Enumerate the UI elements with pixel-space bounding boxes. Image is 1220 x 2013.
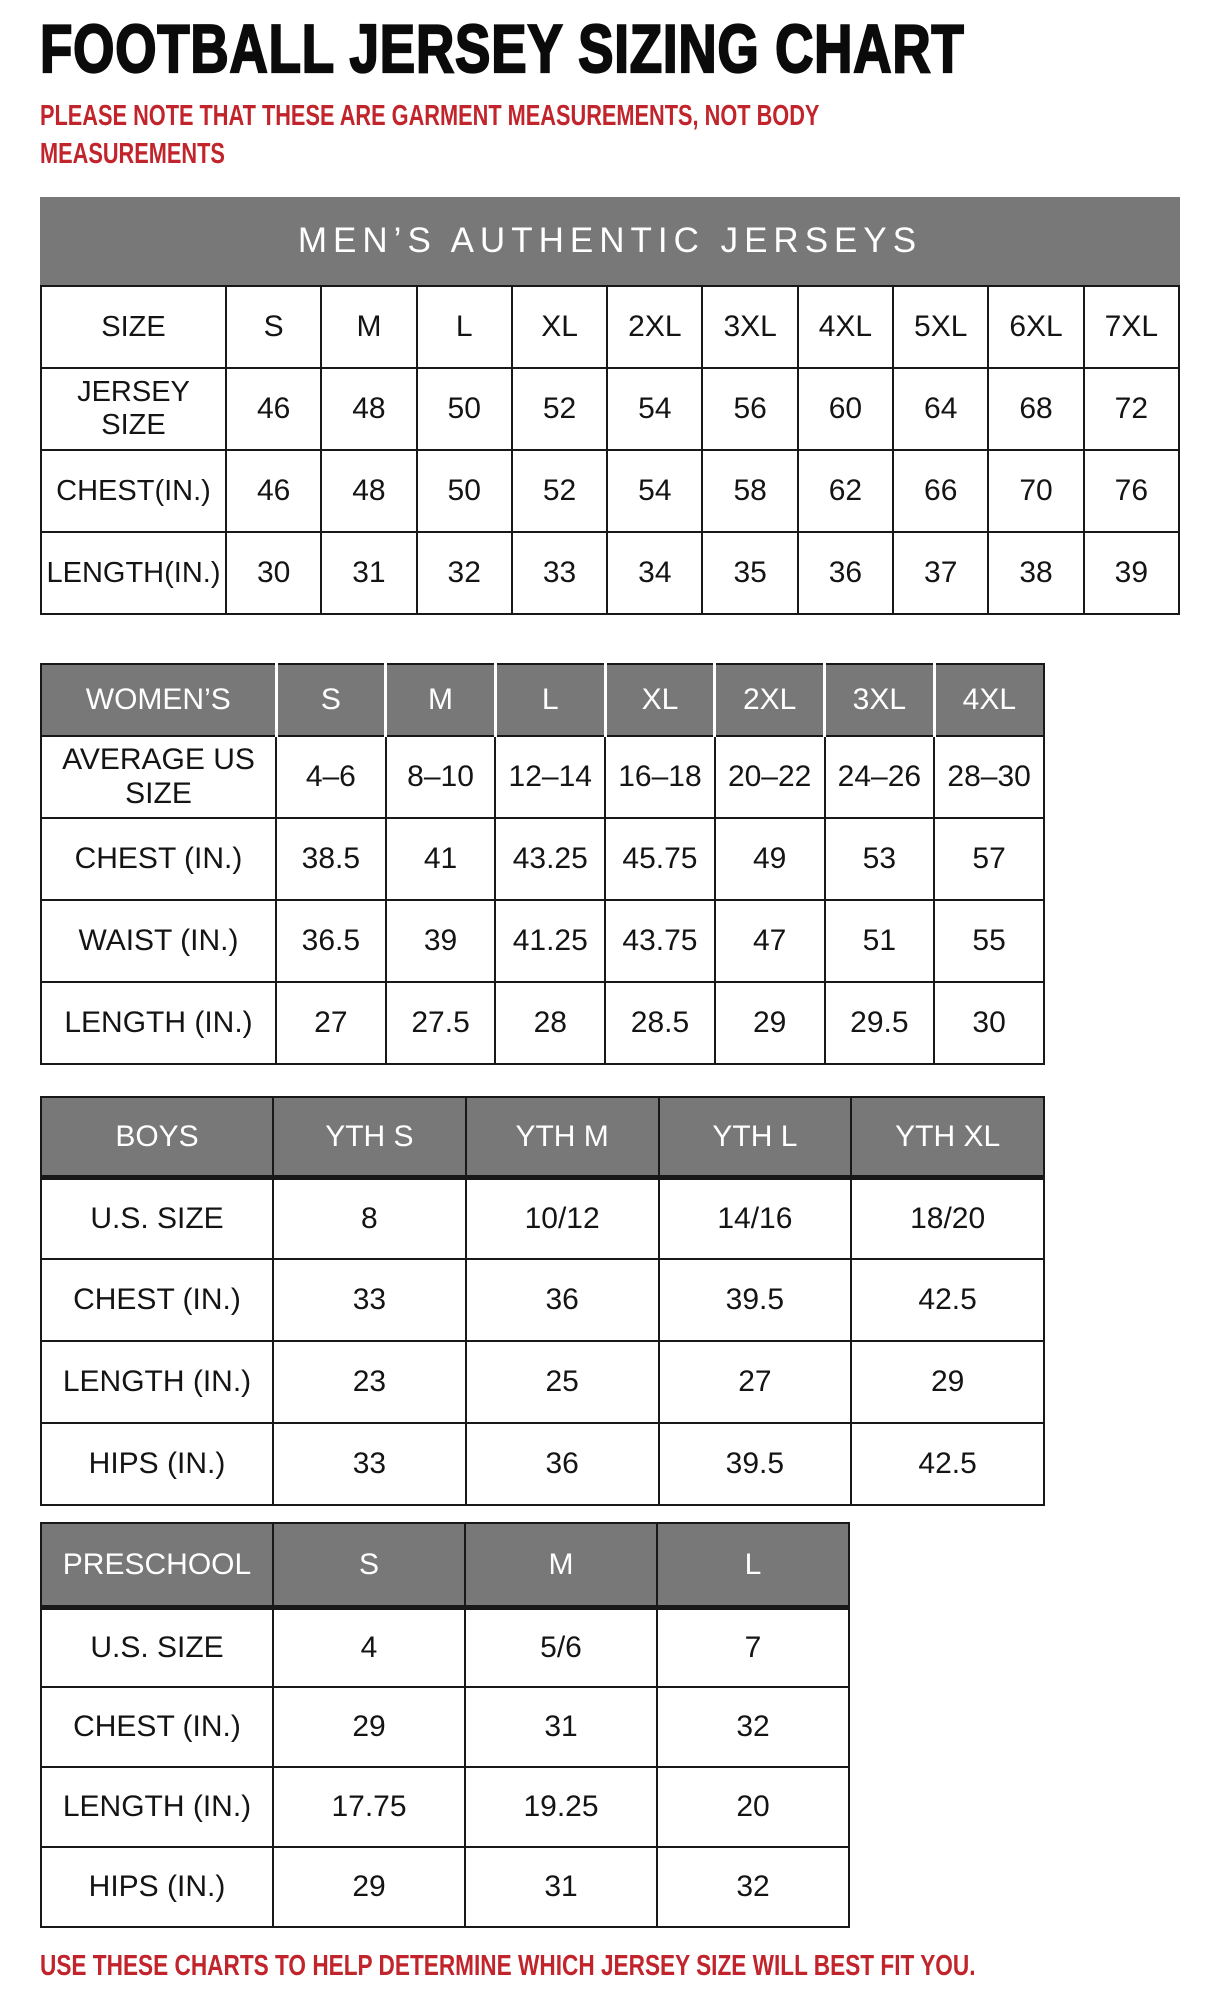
data-row — [41, 368, 1179, 450]
footer-note: USE THESE CHARTS TO HELP DETERMINE WHICH JERSEY SIZE WILL BEST FIT YOU. — [40, 1950, 976, 1983]
column-header: M — [386, 664, 496, 736]
column-header: S — [276, 664, 386, 736]
data-row — [41, 1423, 1044, 1505]
header-row — [41, 1097, 1044, 1177]
row-label: LENGTH (IN.) — [41, 982, 276, 1064]
table-cell: 47 — [715, 900, 825, 982]
table-cell: 41.25 — [495, 900, 605, 982]
table-cell: 35 — [702, 532, 797, 614]
table-cell: 37 — [893, 532, 988, 614]
table-cell: 50 — [417, 368, 512, 450]
data-row — [41, 1767, 849, 1847]
column-header: L — [495, 664, 605, 736]
table-cell: 39 — [1084, 532, 1179, 614]
garment-measurements-note — [40, 97, 925, 174]
table-cell: 72 — [1084, 368, 1179, 450]
header-row — [41, 1523, 849, 1607]
table-cell: 4–6 — [276, 736, 386, 818]
table-cell: 2XL — [607, 286, 702, 368]
table-cell: 53 — [825, 818, 935, 900]
note-line-1: PLEASE NOTE THAT THESE ARE GARMENT MEASUREMENTS, NOT BODY — [40, 99, 820, 132]
mens-table-section — [40, 197, 1220, 615]
data-row — [41, 1341, 1044, 1423]
table-cell: 31 — [465, 1687, 657, 1767]
table-cell: 32 — [657, 1847, 849, 1927]
table-cell: 23 — [273, 1341, 466, 1423]
data-row — [41, 1687, 849, 1767]
table-title-cell: PRESCHOOL — [41, 1523, 273, 1607]
table-cell: 28 — [495, 982, 605, 1064]
page-title: FOOTBALL JERSEY SIZING CHART — [40, 11, 965, 87]
row-label: HIPS (IN.) — [41, 1847, 273, 1927]
table-cell: 32 — [417, 532, 512, 614]
column-header: 4XL — [934, 664, 1044, 736]
table-cell: 29 — [273, 1687, 465, 1767]
row-label: CHEST (IN.) — [41, 818, 276, 900]
data-row — [41, 450, 1179, 532]
table-cell: 38 — [988, 532, 1083, 614]
table-cell: 16–18 — [605, 736, 715, 818]
table-cell: 6XL — [988, 286, 1083, 368]
table-cell: 29 — [851, 1341, 1044, 1423]
table-cell: 33 — [273, 1423, 466, 1505]
table-cell: 5XL — [893, 286, 988, 368]
preschool-sizing-table — [40, 1522, 850, 1928]
table-cell: 14/16 — [659, 1177, 852, 1259]
data-row — [41, 1847, 849, 1927]
row-label: WAIST (IN.) — [41, 900, 276, 982]
table-cell: 60 — [798, 368, 893, 450]
data-row — [41, 532, 1179, 614]
table-cell: 30 — [226, 532, 321, 614]
table-cell: 12–14 — [495, 736, 605, 818]
table-cell: 20 — [657, 1767, 849, 1847]
table-cell: 34 — [607, 532, 702, 614]
table-cell: 33 — [512, 532, 607, 614]
row-label: U.S. SIZE — [41, 1607, 273, 1687]
table-cell: 43.25 — [495, 818, 605, 900]
table-cell: 64 — [893, 368, 988, 450]
column-header: XL — [605, 664, 715, 736]
table-cell: 43.75 — [605, 900, 715, 982]
table-cell: 57 — [934, 818, 1044, 900]
boys-sizing-table — [40, 1096, 1045, 1506]
data-row — [41, 736, 1044, 818]
table-cell: 52 — [512, 368, 607, 450]
table-title-cell: BOYS — [41, 1097, 273, 1177]
row-label: JERSEY SIZE — [41, 368, 226, 450]
table-cell: 19.25 — [465, 1767, 657, 1847]
table-cell: 42.5 — [851, 1423, 1044, 1505]
table-cell: 41 — [386, 818, 496, 900]
table-cell: 10/12 — [466, 1177, 659, 1259]
table-cell: 29 — [715, 982, 825, 1064]
mens-sizing-table — [40, 285, 1180, 615]
column-header: S — [273, 1523, 465, 1607]
table-cell: 48 — [321, 450, 416, 532]
table-cell: 17.75 — [273, 1767, 465, 1847]
table-cell: 3XL — [702, 286, 797, 368]
table-cell: 27 — [276, 982, 386, 1064]
table-cell: M — [321, 286, 416, 368]
table-cell: 70 — [988, 450, 1083, 532]
note-line-2: MEASUREMENTS — [40, 137, 225, 170]
table-cell: 27.5 — [386, 982, 496, 1064]
table-cell: 8–10 — [386, 736, 496, 818]
table-cell: 58 — [702, 450, 797, 532]
table-cell: 25 — [466, 1341, 659, 1423]
table-cell: 45.75 — [605, 818, 715, 900]
table-title-cell: WOMEN’S — [41, 664, 276, 736]
table-cell: 51 — [825, 900, 935, 982]
data-row — [41, 286, 1179, 368]
table-cell: 39.5 — [659, 1259, 852, 1341]
boys-table-section — [40, 1096, 1220, 1506]
data-row — [41, 818, 1044, 900]
table-cell: 62 — [798, 450, 893, 532]
table-cell: 29.5 — [825, 982, 935, 1064]
table-cell: 54 — [607, 368, 702, 450]
table-cell: 48 — [321, 368, 416, 450]
data-row — [41, 1259, 1044, 1341]
table-cell: 54 — [607, 450, 702, 532]
table-cell: 39 — [386, 900, 496, 982]
row-label: LENGTH (IN.) — [41, 1341, 273, 1423]
table-cell: 52 — [512, 450, 607, 532]
womens-table-section — [40, 663, 1220, 1065]
table-cell: 46 — [226, 450, 321, 532]
column-header: YTH M — [466, 1097, 659, 1177]
table-cell: 4 — [273, 1607, 465, 1687]
table-cell: 7 — [657, 1607, 849, 1687]
table-cell: 32 — [657, 1687, 849, 1767]
data-row — [41, 1177, 1044, 1259]
column-header: YTH S — [273, 1097, 466, 1177]
data-row — [41, 900, 1044, 982]
table-cell: 38.5 — [276, 818, 386, 900]
table-cell: 20–22 — [715, 736, 825, 818]
table-cell: XL — [512, 286, 607, 368]
table-cell: 55 — [934, 900, 1044, 982]
table-cell: 29 — [273, 1847, 465, 1927]
table-cell: L — [417, 286, 512, 368]
table-cell: 27 — [659, 1341, 852, 1423]
column-header: 2XL — [715, 664, 825, 736]
table-cell: 28–30 — [934, 736, 1044, 818]
table-cell: 68 — [988, 368, 1083, 450]
table-cell: 46 — [226, 368, 321, 450]
table-cell: 4XL — [798, 286, 893, 368]
row-label: LENGTH (IN.) — [41, 1767, 273, 1847]
table-cell: 50 — [417, 450, 512, 532]
column-header: YTH XL — [851, 1097, 1044, 1177]
table-cell: 36 — [798, 532, 893, 614]
row-label: CHEST (IN.) — [41, 1687, 273, 1767]
mens-table-banner: MEN’S AUTHENTIC JERSEYS — [40, 197, 1180, 285]
row-label: CHEST (IN.) — [41, 1259, 273, 1341]
data-row — [41, 982, 1044, 1064]
womens-sizing-table — [40, 663, 1045, 1065]
table-cell: 18/20 — [851, 1177, 1044, 1259]
column-header: YTH L — [659, 1097, 852, 1177]
table-cell: 42.5 — [851, 1259, 1044, 1341]
table-cell: 39.5 — [659, 1423, 852, 1505]
column-header: M — [465, 1523, 657, 1607]
table-cell: 30 — [934, 982, 1044, 1064]
table-cell: 36 — [466, 1259, 659, 1341]
column-header: 3XL — [825, 664, 935, 736]
column-header: L — [657, 1523, 849, 1607]
preschool-table-section — [40, 1522, 1220, 1928]
table-cell: 7XL — [1084, 286, 1179, 368]
table-cell: 33 — [273, 1259, 466, 1341]
data-row — [41, 1607, 849, 1687]
row-label: U.S. SIZE — [41, 1177, 273, 1259]
table-cell: 24–26 — [825, 736, 935, 818]
table-cell: 56 — [702, 368, 797, 450]
table-cell: 76 — [1084, 450, 1179, 532]
table-cell: 49 — [715, 818, 825, 900]
row-label: AVERAGE US SIZE — [41, 736, 276, 818]
table-cell: 31 — [321, 532, 416, 614]
table-cell: 8 — [273, 1177, 466, 1259]
table-cell: 5/6 — [465, 1607, 657, 1687]
header-row — [41, 664, 1044, 736]
table-cell: S — [226, 286, 321, 368]
table-cell: 36.5 — [276, 900, 386, 982]
table-cell: 31 — [465, 1847, 657, 1927]
table-cell: 66 — [893, 450, 988, 532]
row-label: HIPS (IN.) — [41, 1423, 273, 1505]
row-label: SIZE — [41, 286, 226, 368]
table-cell: 28.5 — [605, 982, 715, 1064]
row-label: CHEST(IN.) — [41, 450, 226, 532]
row-label: LENGTH(IN.) — [41, 532, 226, 614]
table-cell: 36 — [466, 1423, 659, 1505]
